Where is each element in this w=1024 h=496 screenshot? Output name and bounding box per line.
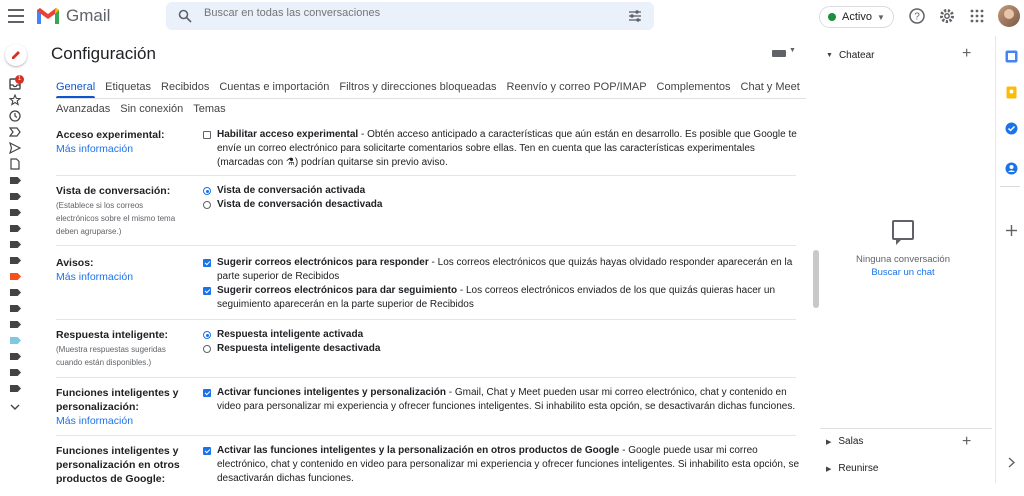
option-description: - Gmail, Chat y Meet pueden usar mi correo electrónico, chat y contenido en video para personalizar mi experiencia y ofrecer funciones inteligentes. Si inhabilito esta opción, se desactivarán dichas funciones.	[217, 387, 796, 412]
svg-text:?: ?	[914, 11, 920, 23]
important-icon[interactable]	[9, 126, 21, 138]
settings-scrollbar[interactable]	[813, 250, 819, 308]
label-icon[interactable]	[10, 337, 21, 344]
tasks-icon[interactable]	[1005, 122, 1018, 135]
settings-panel	[44, 36, 812, 483]
search-bar	[166, 2, 654, 30]
more-info-link[interactable]: Más información	[56, 143, 134, 155]
chat-title: Chatear	[838, 50, 875, 61]
gmail-logo-icon	[36, 7, 60, 25]
main-menu-button[interactable]	[8, 9, 24, 23]
label-icon[interactable]	[10, 273, 21, 280]
side-panel-rail	[995, 36, 1024, 483]
label-icon[interactable]	[10, 385, 21, 392]
keyboard-icon[interactable]	[772, 50, 786, 57]
divider	[1000, 186, 1020, 187]
chevron-down-icon[interactable]	[9, 401, 21, 413]
smart-features-other-checkbox[interactable]	[203, 447, 211, 455]
draft-icon[interactable]	[9, 158, 21, 170]
chevron-down-icon[interactable]: ▼	[789, 47, 796, 54]
tab-accounts[interactable]: Cuentas e importación	[219, 81, 330, 93]
tab-chat-meet[interactable]: Chat y Meet	[740, 81, 800, 93]
divider	[820, 428, 992, 429]
nudge-reply-checkbox[interactable]	[203, 259, 211, 267]
setting-smart-features-other	[56, 442, 800, 496]
label-icon[interactable]	[10, 321, 21, 328]
left-nav	[0, 40, 30, 483]
settings-tabs	[56, 76, 816, 98]
contacts-icon[interactable]	[1005, 162, 1018, 175]
nudge-followup-checkbox[interactable]	[203, 287, 211, 295]
find-chat-link[interactable]: Buscar un chat	[871, 267, 935, 278]
add-addon-icon[interactable]	[1005, 224, 1018, 237]
new-room-button[interactable]: +	[962, 433, 972, 450]
setting-label: Respuesta inteligente:	[56, 329, 169, 341]
setting-label: Vista de conversación:	[56, 185, 171, 197]
label-icon[interactable]	[10, 209, 21, 216]
option-label: Sugerir correos electrónicos para responder	[217, 257, 429, 268]
setting-smart-reply	[56, 326, 796, 378]
label-icon[interactable]	[10, 369, 21, 376]
chat-bubble-icon	[892, 220, 914, 240]
label-icon[interactable]	[10, 305, 21, 312]
setting-label: Acceso experimental:	[56, 129, 165, 141]
more-info-link[interactable]: Más información	[56, 271, 134, 283]
chat-panel	[820, 36, 992, 483]
caret-right-icon: ▶	[826, 438, 832, 446]
setting-experimental	[56, 128, 796, 176]
setting-label: Funciones inteligentes y personalización en otros productos de Google:	[56, 445, 180, 485]
chat-empty-text: Ninguna conversación	[855, 254, 950, 265]
smart-reply-on-radio[interactable]	[203, 331, 211, 339]
gear-icon[interactable]	[938, 7, 956, 25]
setting-description: (Muestra respuestas sugeridas cuando están disponibles.)	[56, 345, 166, 367]
label-icon[interactable]	[10, 177, 21, 184]
page-title: Configuración	[51, 44, 156, 63]
label-icon[interactable]	[10, 257, 21, 264]
option-label: Vista de conversación activada	[217, 185, 366, 196]
setting-label: Avisos:	[56, 257, 94, 269]
smart-reply-off-radio[interactable]	[203, 345, 211, 353]
meet-label: Reunirse	[838, 463, 879, 474]
option-description: - Google puede usar mi correo electrónico, chat y contenido en video para personalizar mi experiencia y ofrecer funciones inteligentes. Si inhabilito esta opción, se desactivarán dichas funciones.	[217, 445, 800, 484]
option-label: Respuesta inteligente activada	[217, 329, 364, 340]
gmail-logo[interactable]	[36, 6, 110, 26]
chat-header[interactable]	[826, 50, 875, 61]
tab-divider	[56, 98, 806, 99]
status-dot-icon	[828, 13, 836, 21]
tab-themes[interactable]: Temas	[193, 103, 226, 115]
rooms-label: Salas	[838, 436, 864, 447]
setting-nudges	[56, 252, 796, 320]
caret-right-icon: ▶	[826, 465, 832, 473]
option-description: - Los correos electrónicos enviados de los que quizás quieras hacer un seguimiento aparecerán en la parte superior de Recibidos	[217, 285, 776, 310]
inbox-badge: 1	[15, 75, 24, 84]
search-input[interactable]	[204, 7, 604, 19]
status-selector[interactable]	[819, 6, 894, 28]
option-description: - Los correos electrónicos que quizás hayas olvidado responder aparecerán en la parte superior de Recibidos	[217, 257, 793, 282]
tab-forwarding[interactable]: Reenvío y correo POP/IMAP	[506, 81, 647, 93]
apps-grid-icon[interactable]	[968, 7, 986, 25]
tab-general[interactable]: General	[56, 81, 96, 93]
more-info-link[interactable]: Más información	[56, 415, 134, 427]
top-bar	[0, 0, 1024, 36]
tab-inbox[interactable]: Recibidos	[161, 81, 210, 93]
chevron-right-icon[interactable]	[1005, 456, 1018, 469]
keep-icon[interactable]	[1005, 86, 1018, 99]
rooms-section[interactable]	[826, 436, 863, 447]
help-icon[interactable]	[908, 7, 926, 25]
status-label: Activo	[842, 11, 872, 23]
tab-filters[interactable]: Filtros y direcciones bloqueadas	[339, 81, 497, 93]
label-icon[interactable]	[10, 353, 21, 360]
setting-label: Funciones inteligentes y personalización:	[56, 387, 179, 413]
label-icon[interactable]	[10, 289, 21, 296]
tab-addons[interactable]: Complementos	[656, 81, 731, 93]
conversation-off-radio[interactable]	[203, 201, 211, 209]
label-icon[interactable]	[10, 241, 21, 248]
setting-smart-features	[56, 384, 796, 436]
tab-advanced[interactable]: Avanzadas	[56, 103, 111, 115]
label-icon[interactable]	[10, 225, 21, 232]
pencil-icon	[10, 49, 22, 61]
avatar[interactable]	[998, 5, 1020, 27]
experimental-checkbox[interactable]	[203, 131, 211, 139]
tab-offline[interactable]: Sin conexión	[120, 103, 184, 115]
calendar-icon[interactable]	[1005, 50, 1018, 63]
star-icon[interactable]	[9, 94, 21, 106]
search-icon[interactable]	[178, 9, 192, 23]
chevron-down-icon: ▼	[876, 12, 885, 22]
new-chat-button[interactable]: +	[962, 45, 972, 62]
tab-labels[interactable]: Etiquetas	[105, 81, 152, 93]
compose-button[interactable]	[5, 44, 27, 66]
caret-down-icon: ▼	[826, 52, 833, 59]
label-icon[interactable]	[10, 193, 21, 200]
option-label: Activar las funciones inteligentes y la personalización en otros productos de Google	[217, 445, 620, 456]
option-description: - Obtén acceso anticipado a características que aún están en desarrollo. Es posible que Google te envíe un correo electrónico para solicitarte comentarios sobre ellas. Ten en cuenta que las características experimentales (marcadas con ⚗) podrían quitarse sin previo aviso.	[217, 129, 797, 168]
clock-icon[interactable]	[9, 110, 21, 122]
option-label: Sugerir correos electrónicos para dar seguimiento	[217, 285, 458, 296]
setting-conversation-view	[56, 182, 796, 246]
option-label: Vista de conversación desactivada	[217, 199, 383, 210]
search-options-icon[interactable]	[628, 9, 642, 23]
conversation-on-radio[interactable]	[203, 187, 211, 195]
smart-features-checkbox[interactable]	[203, 389, 211, 397]
meet-section[interactable]	[826, 463, 878, 474]
app-name: Gmail	[66, 6, 111, 25]
setting-description: (Establece si los correos electrónicos sobre el mismo tema deben agruparse.)	[56, 201, 176, 236]
option-label: Activar funciones inteligentes y personalización	[217, 387, 446, 398]
send-icon[interactable]	[9, 142, 21, 154]
option-label: Habilitar acceso experimental	[217, 129, 359, 140]
option-label: Respuesta inteligente desactivada	[217, 343, 381, 354]
